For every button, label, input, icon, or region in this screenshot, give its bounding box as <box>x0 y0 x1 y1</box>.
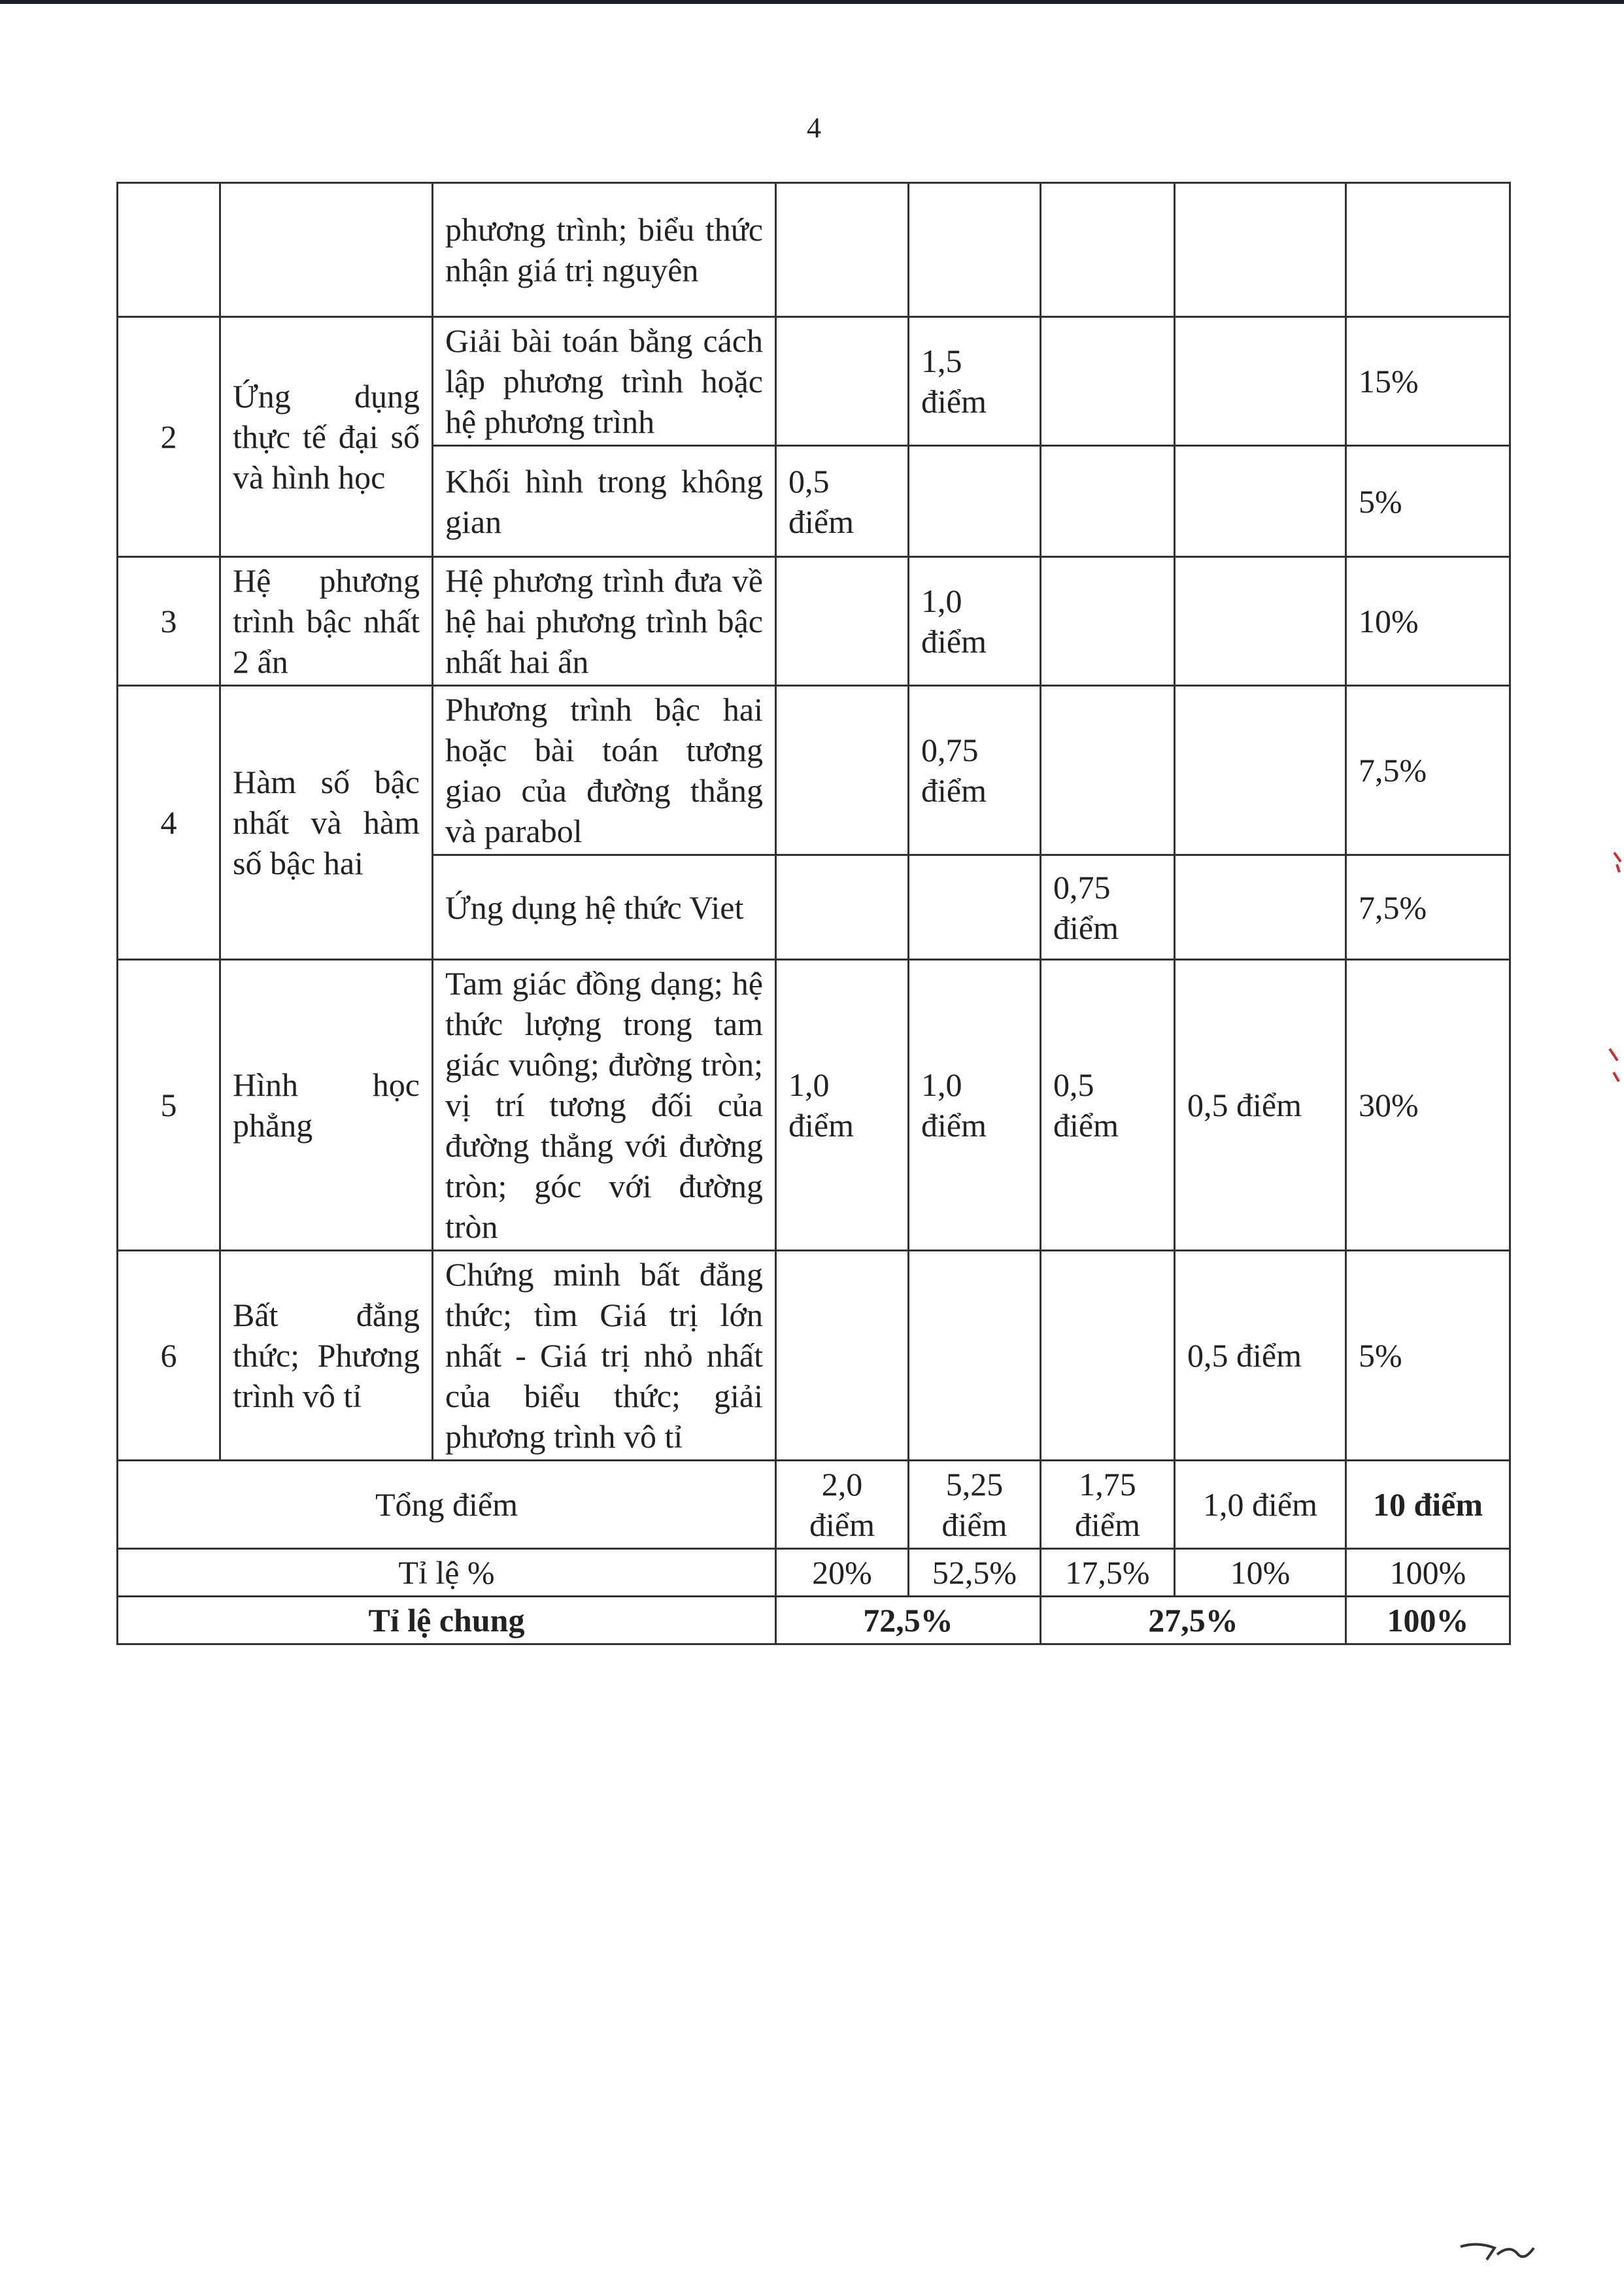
table-row <box>118 1251 1510 1461</box>
vd-cell: 0,75 điểm <box>1041 855 1175 960</box>
ratio-vdc: 10% <box>1175 1549 1346 1597</box>
vdc-cell <box>1175 557 1346 686</box>
total-vdc: 1,0 điểm <box>1175 1461 1346 1549</box>
ratio-th: 52,5% <box>909 1549 1041 1597</box>
table-row <box>118 183 1510 317</box>
th-cell <box>909 855 1041 960</box>
stt-cell: 2 <box>118 317 220 557</box>
nb-cell <box>776 557 909 686</box>
general-ratio-row <box>118 1597 1510 1644</box>
content-cell: Khối hình trong không gian <box>433 446 776 557</box>
pct-cell: 15% <box>1346 317 1510 446</box>
vd-cell <box>1041 686 1175 855</box>
top-border-line <box>0 0 1624 4</box>
vdc-cell <box>1175 446 1346 557</box>
table-row <box>118 317 1510 446</box>
general-advanced: 27,5% <box>1041 1597 1346 1644</box>
vd-cell <box>1041 446 1175 557</box>
pct-cell: 30% <box>1346 960 1510 1251</box>
nb-cell <box>776 183 909 317</box>
total-nb: 2,0 điểm <box>776 1461 909 1549</box>
vd-cell <box>1041 1251 1175 1461</box>
table-row <box>118 960 1510 1251</box>
total-th: 5,25 điểm <box>909 1461 1041 1549</box>
stt-cell: 6 <box>118 1251 220 1461</box>
pct-cell: 7,5% <box>1346 686 1510 855</box>
pct-cell: 5% <box>1346 446 1510 557</box>
th-cell <box>909 1251 1041 1461</box>
vdc-cell: 0,5 điểm <box>1175 960 1346 1251</box>
th-cell: 0,75 điểm <box>909 686 1041 855</box>
signature-mark <box>1458 2235 1536 2268</box>
topic-cell: Hình học phẳng <box>220 960 433 1251</box>
nb-cell <box>776 317 909 446</box>
table-row <box>118 686 1510 855</box>
nb-cell: 1,0 điểm <box>776 960 909 1251</box>
content-cell: Ứng dụng hệ thức Viet <box>433 855 776 960</box>
vd-cell: 0,5 điểm <box>1041 960 1175 1251</box>
pct-cell: 10% <box>1346 557 1510 686</box>
topic-cell: Hàm số bậc nhất và hàm số bậc hai <box>220 686 433 960</box>
topic-cell: Bất đẳng thức; Phương trình vô tỉ <box>220 1251 433 1461</box>
stt-cell: 5 <box>118 960 220 1251</box>
ratio-row <box>118 1549 1510 1597</box>
ratio-vd: 17,5% <box>1041 1549 1175 1597</box>
vdc-cell <box>1175 317 1346 446</box>
vd-cell <box>1041 557 1175 686</box>
ratio-nb: 20% <box>776 1549 909 1597</box>
nb-cell: 0,5 điểm <box>776 446 909 557</box>
ratio-all: 100% <box>1346 1549 1510 1597</box>
topic-cell: Ứng dụng thực tế đại số và hình học <box>220 317 433 557</box>
th-cell <box>909 183 1041 317</box>
general-basic: 72,5% <box>776 1597 1041 1644</box>
vdc-cell <box>1175 855 1346 960</box>
topic-cell <box>220 183 433 317</box>
vdc-cell <box>1175 183 1346 317</box>
total-all: 10 điểm <box>1346 1461 1510 1549</box>
th-cell: 1,0 điểm <box>909 557 1041 686</box>
total-label: Tổng điểm <box>118 1461 776 1549</box>
total-row <box>118 1461 1510 1549</box>
exam-matrix-table <box>116 182 1511 1645</box>
stt-cell <box>118 183 220 317</box>
page-number: 4 <box>807 112 821 144</box>
topic-cell: Hệ phương trình bậc nhất 2 ẩn <box>220 557 433 686</box>
vd-cell <box>1041 317 1175 446</box>
content-cell: Chứng minh bất đẳng thức; tìm Giá trị lớn nhất - Giá trị nhỏ nhất của biểu thức; giải phương trình vô tỉ <box>433 1251 776 1461</box>
ratio-label: Tỉ lệ % <box>118 1549 776 1597</box>
general-all: 100% <box>1346 1597 1510 1644</box>
th-cell: 1,0 điểm <box>909 960 1041 1251</box>
th-cell <box>909 446 1041 557</box>
vdc-cell <box>1175 686 1346 855</box>
content-cell: Giải bài toán bằng cách lập phương trình hoặc hệ phương trình <box>433 317 776 446</box>
pct-cell: 5% <box>1346 1251 1510 1461</box>
content-cell: phương trình; biểu thức nhận giá trị nguyên <box>433 183 776 317</box>
total-vd: 1,75 điểm <box>1041 1461 1175 1549</box>
table-row <box>118 557 1510 686</box>
stt-cell: 3 <box>118 557 220 686</box>
margin-mark <box>1607 1046 1623 1085</box>
content-cell: Tam giác đồng dạng; hệ thức lượng trong tam giác vuông; đường tròn; vị trí tương đối của đường thẳng với đường tròn; góc với đường tròn <box>433 960 776 1251</box>
stt-cell: 4 <box>118 686 220 960</box>
nb-cell <box>776 855 909 960</box>
pct-cell: 7,5% <box>1346 855 1510 960</box>
content-cell: Hệ phương trình đưa về hệ hai phương trình bậc nhất hai ẩn <box>433 557 776 686</box>
margin-mark <box>1612 850 1624 876</box>
content-cell: Phương trình bậc hai hoặc bài toán tương giao của đường thẳng và parabol <box>433 686 776 855</box>
th-cell: 1,5 điểm <box>909 317 1041 446</box>
nb-cell <box>776 1251 909 1461</box>
general-label: Tỉ lệ chung <box>118 1597 776 1644</box>
pct-cell <box>1346 183 1510 317</box>
vd-cell <box>1041 183 1175 317</box>
vdc-cell: 0,5 điểm <box>1175 1251 1346 1461</box>
nb-cell <box>776 686 909 855</box>
